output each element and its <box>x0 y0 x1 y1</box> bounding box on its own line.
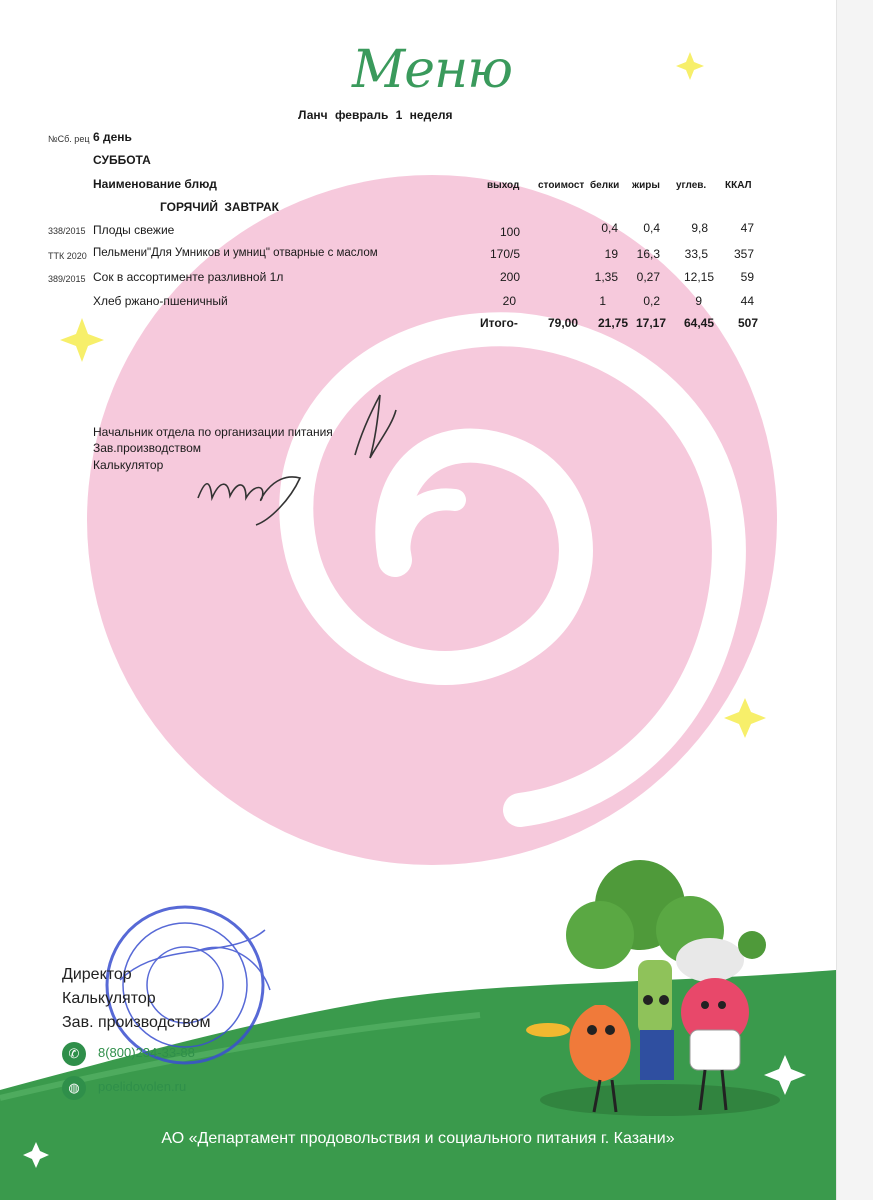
table-row-name: Сок в ассортименте разливной 1л <box>93 270 284 284</box>
company-name: АО «Департамент продовольствия и социального питания г. Казани» <box>161 1130 675 1147</box>
footer-website[interactable]: poelidovolen.ru <box>98 1079 187 1094</box>
paper-edge <box>836 0 873 1200</box>
table-row-fat: 0,4 <box>643 221 660 235</box>
table-row-name: Хлеб ржано-пшеничный <box>93 294 228 308</box>
column-output: выход <box>487 180 520 191</box>
footer-calculator: Калькулятор <box>62 990 156 1007</box>
globe-icon: ◍ <box>62 1076 86 1100</box>
table-row-kcal: 357 <box>733 247 754 261</box>
table-row-protein: 1 <box>599 294 606 308</box>
totals-protein: 21,75 <box>597 316 628 330</box>
totals-label: Итого- <box>480 316 518 330</box>
table-row-kcal: 47 <box>740 221 754 235</box>
table-row-code: 338/2015 <box>48 226 86 236</box>
table-row-output: 100 <box>499 225 520 239</box>
column-protein: белки <box>590 180 620 191</box>
table-row-fat: 0,2 <box>643 294 660 308</box>
menu-subtitle: Ланч февраль 1 неделя <box>298 108 453 122</box>
weekday-label: СУББОТА <box>93 153 151 167</box>
table-row-code: 389/2015 <box>48 274 86 284</box>
column-carbs: углев. <box>676 180 707 191</box>
recipe-number-label: №Сб. рец <box>48 134 90 144</box>
table-row-carbs: 33,5 <box>684 247 708 261</box>
column-cost: стоимост <box>538 180 585 191</box>
signature-production-title: Зав.производством <box>93 441 201 455</box>
footer-phone[interactable]: 8(800)234-33-88 <box>98 1045 195 1060</box>
table-row-output: 20 <box>502 294 516 308</box>
totals-kcal: 507 <box>737 316 758 330</box>
table-row-carbs: 9 <box>695 294 702 308</box>
table-row-carbs: 9,8 <box>691 221 708 235</box>
table-row-output: 170/5 <box>489 247 520 261</box>
footer-production: Зав. производством <box>62 1014 211 1031</box>
table-row-protein: 19 <box>604 247 618 261</box>
table-row-carbs: 12,15 <box>683 270 714 284</box>
table-row-output: 200 <box>499 270 520 284</box>
table-row-name: Плоды свежие <box>93 223 175 237</box>
column-fat: жиры <box>632 180 660 191</box>
section-title: ГОРЯЧИЙ ЗАВТРАК <box>160 200 279 214</box>
phone-icon: ✆ <box>62 1042 86 1066</box>
day-label: 6 день <box>93 130 132 144</box>
table-row-code: ТТК 2020 <box>48 251 87 261</box>
table-row-fat: 16,3 <box>636 247 660 261</box>
signature-head-title: Начальник отдела по организации питания <box>93 425 333 439</box>
table-row-name: Пельмени"Для Умников и умниц" отварные с маслом <box>93 247 378 259</box>
totals-cost: 79,00 <box>547 316 578 330</box>
totals-fat: 17,17 <box>635 316 666 330</box>
table-row-kcal: 44 <box>740 294 754 308</box>
table-row-protein: 0,4 <box>601 221 618 235</box>
dish-header: Наименование блюд <box>93 177 217 191</box>
totals-carbs: 64,45 <box>683 316 714 330</box>
column-kcal: ККАЛ <box>725 180 752 191</box>
signature-calculator-title: Калькулятор <box>93 458 164 472</box>
footer-director: Директор <box>62 966 132 983</box>
table-row-kcal: 59 <box>740 270 754 284</box>
table-row-protein: 1,35 <box>594 270 618 284</box>
table-row-fat: 0,27 <box>636 270 660 284</box>
page-title: Меню <box>352 40 513 100</box>
